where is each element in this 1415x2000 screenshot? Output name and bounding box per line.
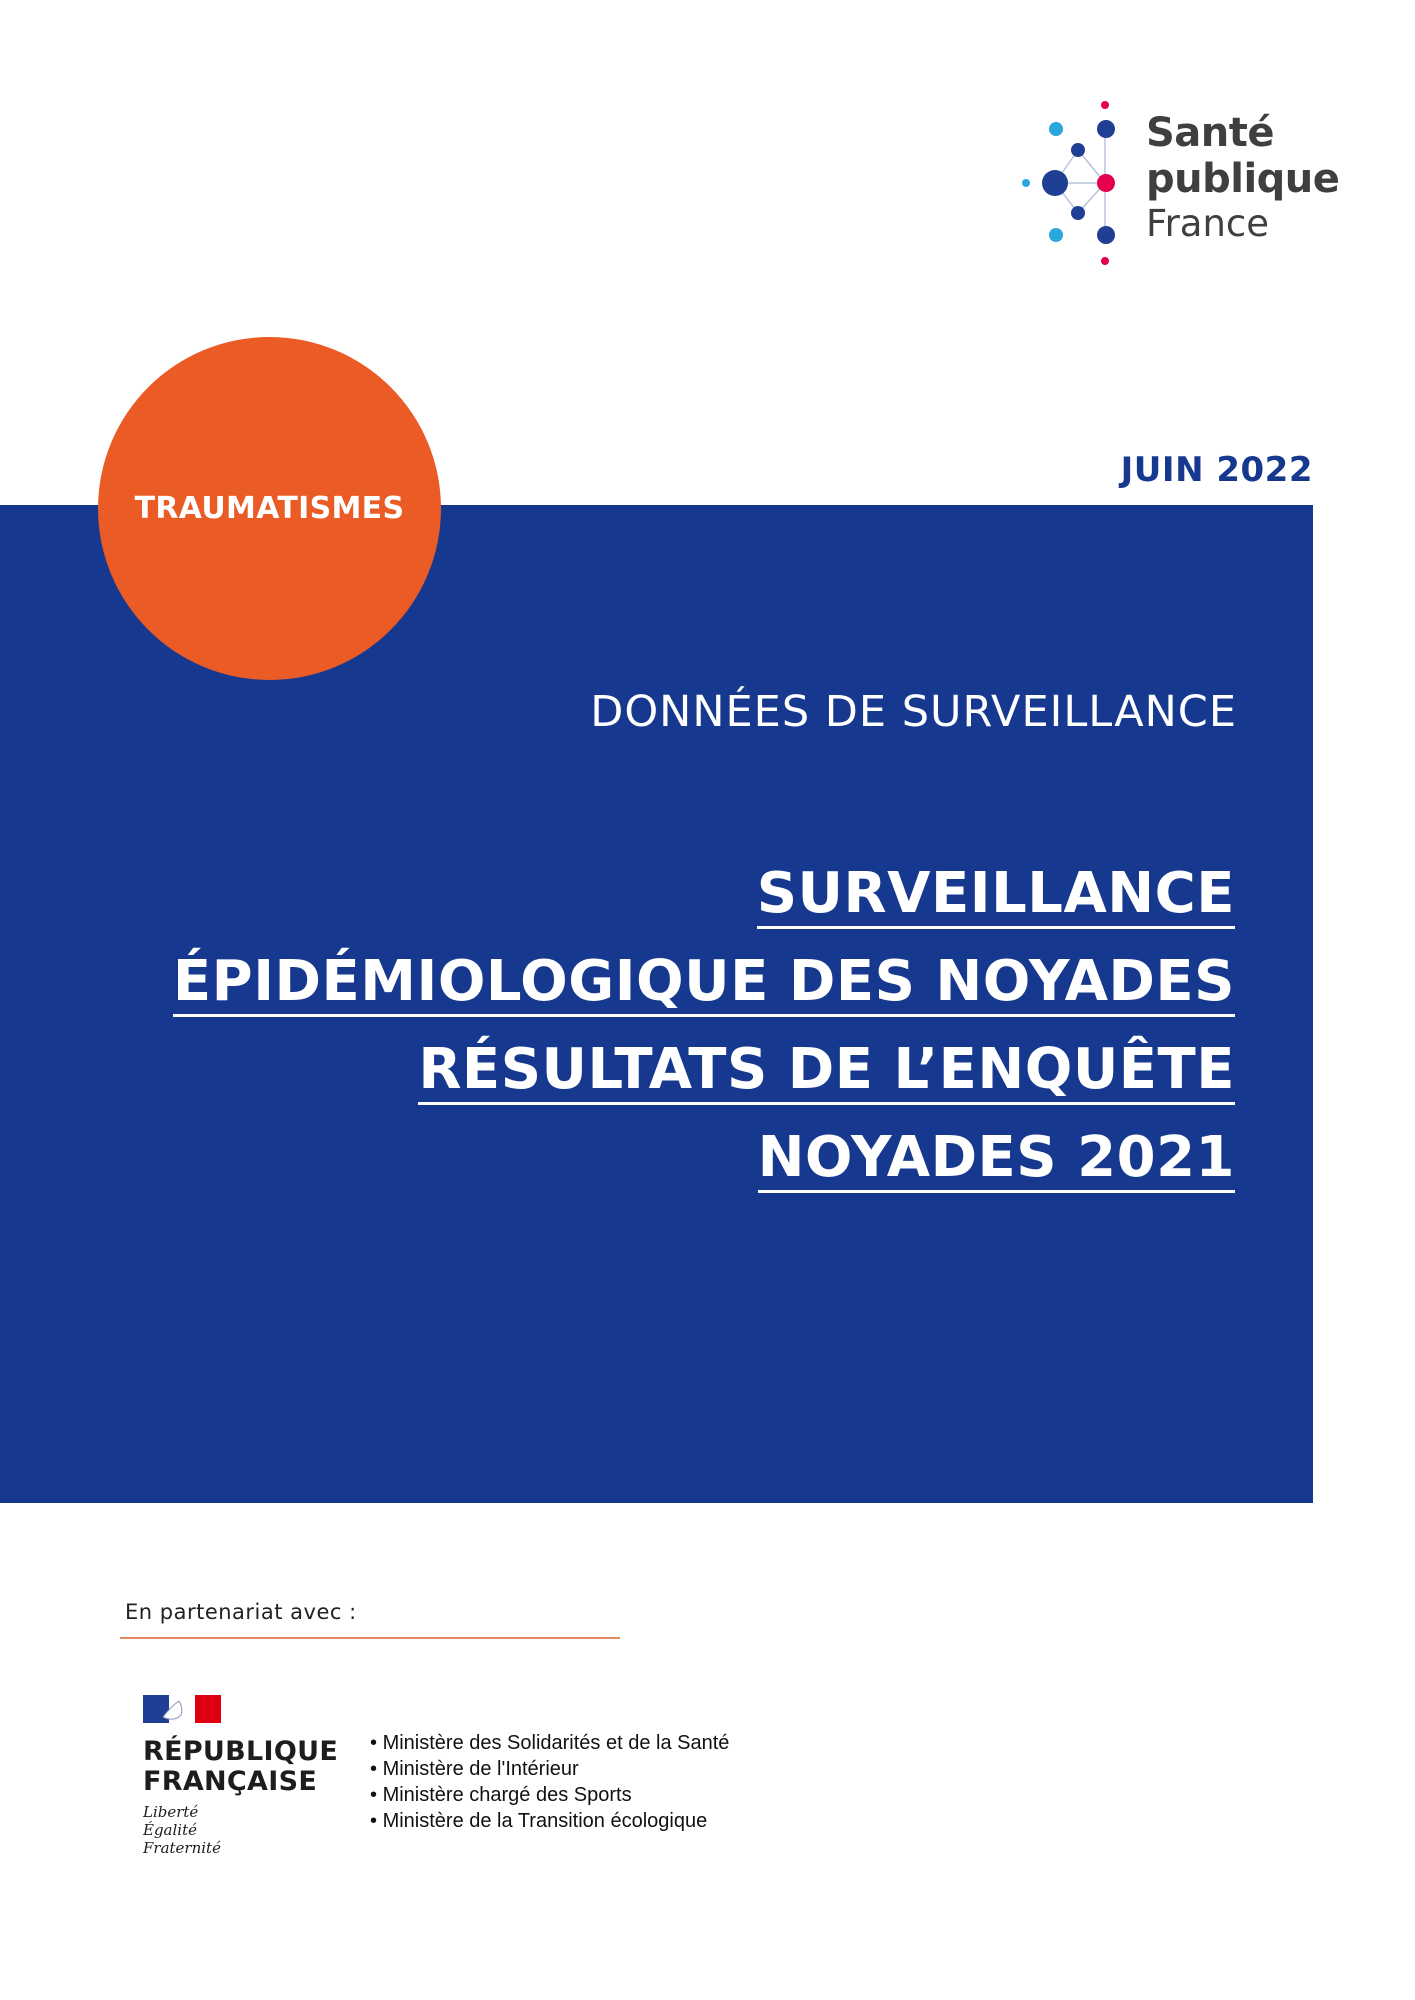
republique-motto <box>143 1803 343 1857</box>
ministry-item: • Ministère de l'Intérieur <box>370 1756 729 1782</box>
ministry-item: • Ministère chargé des Sports <box>370 1782 729 1808</box>
logo-line-sante: Santé <box>1146 110 1275 156</box>
partnership-label: En partenariat avec : <box>125 1600 357 1624</box>
ministry-item: • Ministère des Solidarités et de la Santé <box>370 1730 729 1756</box>
title-line: SURVEILLANCE <box>757 862 1235 929</box>
motto-fraternite: Fraternité <box>143 1839 221 1857</box>
logo-wordmark <box>1146 110 1340 245</box>
logo-line-france: France <box>1146 202 1270 245</box>
republique-line-2: FRANÇAISE <box>143 1766 318 1797</box>
title-line: ÉPIDÉMIOLOGIQUE DES NOYADES <box>173 950 1235 1017</box>
title-line: NOYADES 2021 <box>758 1126 1235 1193</box>
document-type: DONNÉES DE SURVEILLANCE <box>590 687 1237 737</box>
theme-badge-label: TRAUMATISMES <box>134 491 405 526</box>
motto-egalite: Égalité <box>143 1821 197 1839</box>
republique-line-1: RÉPUBLIQUE <box>143 1736 339 1767</box>
theme-badge <box>98 337 441 680</box>
document-title <box>173 862 1235 1214</box>
ministries-list <box>370 1730 729 1834</box>
motto-liberte: Liberté <box>143 1803 199 1821</box>
title-line: RÉSULTATS DE L’ENQUÊTE <box>418 1038 1235 1105</box>
logo-line-publique: publique <box>1146 156 1340 202</box>
sante-publique-france-logo <box>1020 95 1340 275</box>
ministry-item: • Ministère de la Transition écologique <box>370 1808 729 1834</box>
marianne-flag-icon <box>143 1695 221 1723</box>
partnership-divider <box>120 1637 620 1639</box>
molecule-logo-icon <box>1020 95 1140 275</box>
republique-francaise-logo <box>143 1695 343 1865</box>
publication-date: JUIN 2022 <box>1120 450 1313 490</box>
